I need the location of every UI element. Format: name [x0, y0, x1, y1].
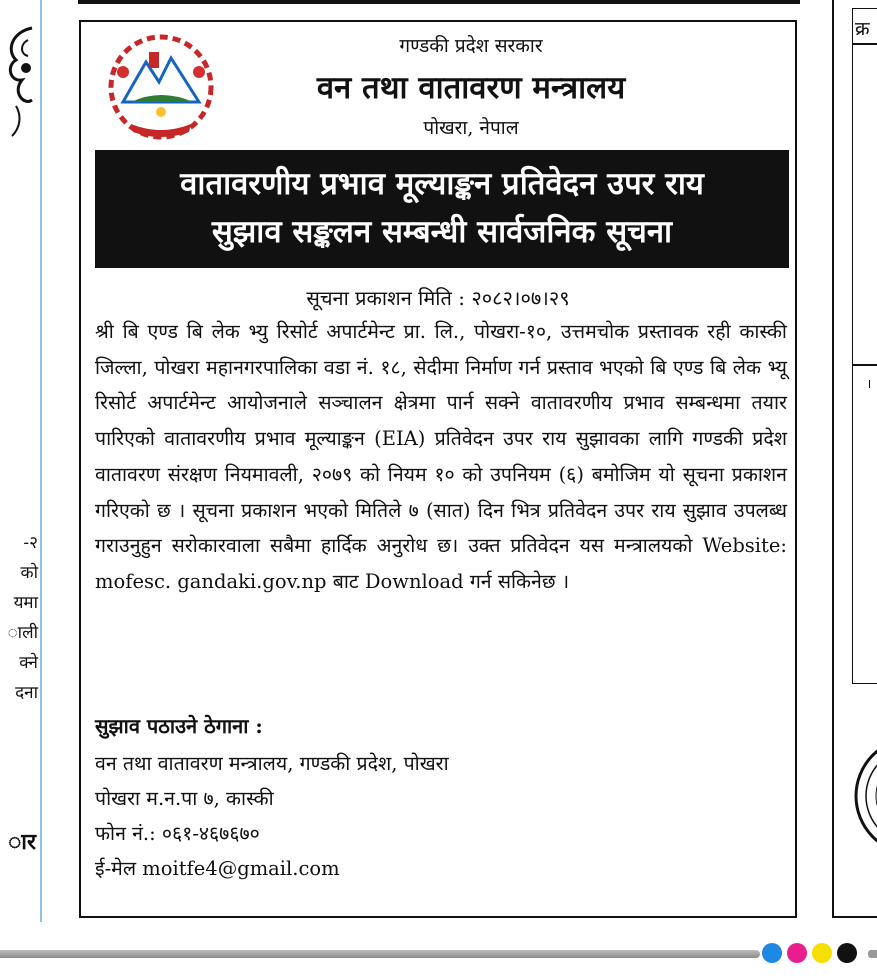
floral-ornament-icon	[2, 20, 36, 140]
seal-icon	[852, 726, 877, 866]
left-column	[0, 0, 42, 922]
banner-line-2: सुझाव सङ्कलन सम्बन्धी सार्वजनिक सूचना	[211, 214, 673, 250]
phone-line: फोन नं.: ०६१-४६७६७०	[95, 822, 260, 845]
magenta-dot-icon	[787, 943, 807, 963]
footer-bar	[0, 950, 760, 958]
address-block	[95, 746, 449, 886]
address-line: पोखरा म.न.पा ७, कास्की	[95, 787, 274, 810]
yellow-dot-icon	[812, 943, 832, 963]
top-rule	[78, 0, 800, 4]
ministry-location: पोखरा, नेपाल	[423, 117, 519, 139]
left-bold-text: ार	[8, 830, 36, 855]
table-mark	[869, 380, 876, 388]
notice-body: श्री बि एण्ड बि लेक भ्यु रिसोर्ट अपार्टमेन्ट प्रा. लि., पोखरा-१०, उत्तमचोक प्रस्तावक रही कास्की जिल्ला, पोखरा महानगरपालिका वडा नं. १८, सेदीमा निर्माण गर्न प्रस्ताव भएको बि एण्ड बि लेक भ्यू रिसोर्ट अपार्टमेन्ट आयोजनाले सञ्चालन क्षेत्रमा पार्न सक्ने वातावरणीय प्रभाव सम्बन्धमा तयार पारिएको वातावरणीय प्रभाव मूल्याङ्कन (EIA) प्रतिवेदन उपर राय सुझावका लागि गण्डकी प्रदेश वातावरण संरक्षण नियमावली, २०७९ को नियम १० को उपनियम (६) बमोजिम यो सूचना प्रकाशन गरिएको छ । सूचना प्रकाशन भएको मितिले ७ (सात) दिन भित्र प्रतिवेदन उपर राय सुझाव उपलब्ध गराउनुहुन सरोकारवाला सबैमा हार्दिक अनुरोध छ। उक्त प्रतिवेदन यस मन्त्रालयको Website: mofesc. gandaki.gov.np बाट Download गर्न सकिनेछ ।	[95, 320, 787, 593]
public-notice	[79, 20, 797, 918]
black-dot-icon	[837, 943, 857, 963]
nepal-emblem-icon	[101, 32, 221, 142]
left-line: यमा	[13, 593, 38, 613]
table-divider	[853, 364, 877, 366]
table-divider	[853, 43, 877, 45]
footer-tail	[868, 950, 877, 958]
left-line: -२	[23, 533, 38, 553]
left-line: क्ने	[19, 653, 38, 673]
address-line: वन तथा वातावरण मन्त्रालय, गण्डकी प्रदेश, पोखरा	[95, 752, 449, 775]
left-column-text	[0, 528, 38, 708]
left-line: ाली	[7, 623, 38, 643]
address-heading: सुझाव पठाउने ठेगाना :	[95, 714, 263, 738]
publication-date: सूचना प्रकाशन मिति : २०८२।०७।२९	[306, 286, 570, 310]
left-line: को	[20, 563, 38, 583]
email-line: ई-मेल moitfe4@gmail.com	[95, 857, 340, 880]
cyan-dot-icon	[762, 943, 782, 963]
government-name: गण्डकी प्रदेश सरकार	[399, 35, 543, 57]
right-table	[852, 8, 877, 684]
banner-line-1: वातावरणीय प्रभाव मूल्याङ्कन प्रतिवेदन उपर राय	[180, 166, 704, 202]
table-header: क्र	[855, 18, 870, 40]
left-line: दना	[15, 683, 38, 703]
ministry-name: वन तथा वातावरण मन्त्रालय	[316, 70, 626, 106]
notice-title-banner	[95, 150, 789, 268]
